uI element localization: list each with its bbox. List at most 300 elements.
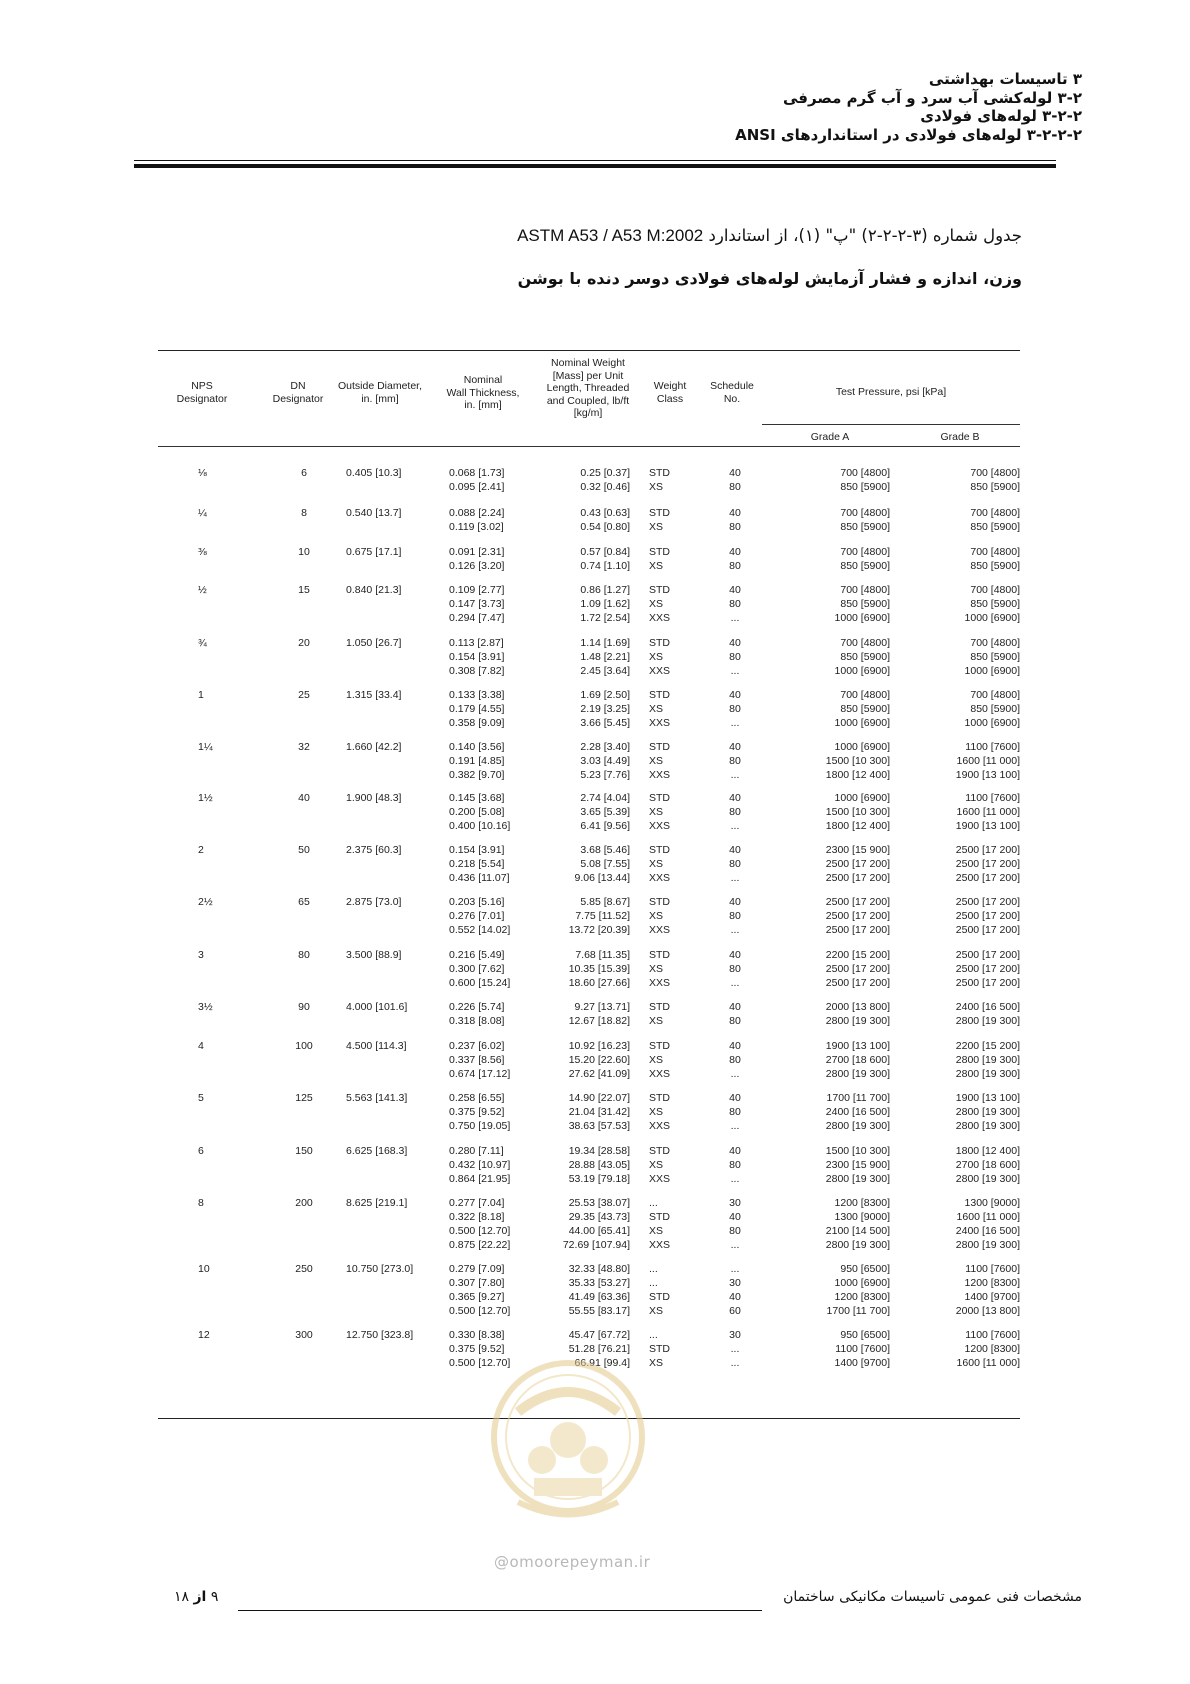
watermark-text: @omoorepeyman.ir xyxy=(494,1553,651,1571)
table-cell: 41.49 [63.36] xyxy=(568,1291,630,1303)
table-cell: 2500 [17 200] xyxy=(955,896,1020,908)
table-cell: 0.276 [7.01] xyxy=(449,910,505,922)
table-cell: 1500 [10 300] xyxy=(825,806,890,818)
table-cell: 3.66 [5.45] xyxy=(580,717,630,729)
grade-b-pressure-cell xyxy=(930,948,1020,990)
header-schedule: Schedule No. xyxy=(710,380,754,405)
nominal-weight-cell xyxy=(540,466,630,494)
table-cell: 14.90 [22.07] xyxy=(568,1092,630,1104)
header-wall-thickness: Nominal Wall Thickness, in. [mm] xyxy=(446,374,520,411)
nps-designator-cell: ¾ xyxy=(198,637,207,649)
table-cell: 700 [4800] xyxy=(970,584,1020,596)
footer-rule xyxy=(238,1610,762,1611)
table-cell: 0.119 [3.02] xyxy=(449,521,504,533)
schedule-cell xyxy=(720,1144,750,1186)
schedule-cell xyxy=(720,791,750,833)
nominal-weight-cell xyxy=(540,843,630,885)
weight-class-cell xyxy=(649,1091,670,1133)
table-cell: STD xyxy=(649,792,670,804)
table-cell: 0.57 [0.84] xyxy=(580,546,630,558)
outside-diameter-cell: 4.000 [101.6] xyxy=(346,1001,408,1013)
table-cell: 700 [4800] xyxy=(840,584,890,596)
header-line-1: ۳ تاسیسات بهداشتی xyxy=(928,70,1082,88)
schedule-cell xyxy=(720,1091,750,1133)
table-cell: 1.14 [1.69] xyxy=(580,637,630,649)
grade-b-pressure-cell xyxy=(930,688,1020,730)
outside-diameter-cell: 2.375 [60.3] xyxy=(346,844,402,856)
wall-thickness-cell xyxy=(449,1039,510,1081)
table-cell: 1900 [13 100] xyxy=(825,1040,890,1052)
table-cell: 0.091 [2.31] xyxy=(449,546,505,558)
table-cell: 30 xyxy=(729,1329,741,1341)
nps-designator-cell: 4 xyxy=(198,1040,204,1052)
table-cell: 1000 [6900] xyxy=(964,612,1020,624)
grade-a-pressure-cell xyxy=(800,506,890,534)
wall-thickness-cell xyxy=(449,1196,510,1252)
table-cell: 40 xyxy=(729,1092,741,1104)
table-cell: 80 xyxy=(729,560,741,572)
table-cell: 1800 [12 400] xyxy=(825,820,890,832)
grade-b-pressure-cell xyxy=(930,545,1020,573)
outside-diameter-cell: 1.315 [33.4] xyxy=(346,689,402,701)
table-cell: 25.53 [38.07] xyxy=(568,1197,630,1209)
outside-diameter-cell: 1.050 [26.7] xyxy=(346,637,402,649)
nominal-weight-cell xyxy=(540,688,630,730)
table-cell: STD xyxy=(649,637,670,649)
table-cell: 12.67 [18.82] xyxy=(568,1015,630,1027)
wall-thickness-cell xyxy=(449,583,504,625)
table-cell: 5.23 [7.76] xyxy=(580,769,630,781)
table-cell: 2800 [19 300] xyxy=(825,1173,890,1185)
table-cell: 1800 [12 400] xyxy=(825,769,890,781)
table-cell: 2700 [18 600] xyxy=(955,1159,1020,1171)
grade-b-pressure-cell xyxy=(930,636,1020,678)
table-cell: ... xyxy=(730,612,740,624)
weight-class-cell xyxy=(649,791,670,833)
nominal-weight-cell xyxy=(540,1091,630,1133)
table-cell: 0.126 [3.20] xyxy=(449,560,505,572)
header-line-3: ۳-۲-۲ لوله‌های فولادی xyxy=(920,107,1082,125)
table-cell: 1600 [11 000] xyxy=(956,806,1020,818)
dn-designator-cell: 250 xyxy=(295,1263,313,1275)
table-cell: 1500 [10 300] xyxy=(825,1145,890,1157)
dn-designator-cell: 10 xyxy=(298,546,310,558)
table-cell: 2500 [17 200] xyxy=(955,949,1020,961)
table-cell: 80 xyxy=(729,1159,741,1171)
table-cell: 0.74 [1.10] xyxy=(580,560,630,572)
table-cell: 850 [5900] xyxy=(970,703,1020,715)
table-cell: 80 xyxy=(729,1225,741,1237)
table-cell: 21.04 [31.42] xyxy=(568,1106,630,1118)
table-cell: 80 xyxy=(729,651,741,663)
wall-thickness-cell xyxy=(449,506,504,534)
table-cell: STD xyxy=(649,1092,670,1104)
table-cell: 9.27 [13.71] xyxy=(574,1001,630,1013)
table-cell: 2500 [17 200] xyxy=(825,910,890,922)
table-cell: 0.279 [7.09] xyxy=(449,1263,505,1275)
nominal-weight-cell xyxy=(540,1039,630,1081)
dn-designator-cell: 150 xyxy=(295,1145,313,1157)
table-cell: ... xyxy=(730,769,740,781)
table-cell: 1300 [9000] xyxy=(834,1211,890,1223)
weight-class-cell xyxy=(649,948,670,990)
header-weight-class: Weight Class xyxy=(653,380,687,405)
table-cell: 0.25 [0.37] xyxy=(580,467,630,479)
wall-thickness-cell xyxy=(449,740,504,782)
table-cell: XXS xyxy=(649,820,671,832)
table-cell: 2.45 [3.64] xyxy=(580,665,630,677)
nps-designator-cell: 10 xyxy=(198,1263,210,1275)
dn-designator-cell: 125 xyxy=(295,1092,313,1104)
dn-designator-cell: 100 xyxy=(295,1040,313,1052)
table-cell: ... xyxy=(730,872,740,884)
dn-designator-cell: 40 xyxy=(298,792,310,804)
outside-diameter-cell: 3.500 [88.9] xyxy=(346,949,402,961)
grade-b-pressure-cell xyxy=(930,791,1020,833)
table-cell: 45.47 [67.72] xyxy=(568,1329,630,1341)
table-cell: 0.200 [5.08] xyxy=(449,806,505,818)
schedule-cell xyxy=(720,843,750,885)
table-cell: 0.600 [15.24] xyxy=(449,977,511,989)
table-cell: 53.19 [79.18] xyxy=(568,1173,630,1185)
table-cell: 30 xyxy=(729,1277,741,1289)
table-cell: 1100 [7600] xyxy=(965,1263,1020,1275)
table-cell: 0.258 [6.55] xyxy=(449,1092,505,1104)
table-cell: 2400 [16 500] xyxy=(955,1225,1020,1237)
table-cell: 0.86 [1.27] xyxy=(580,584,630,596)
table-cell: 80 xyxy=(729,1054,741,1066)
table-cell: STD xyxy=(649,1211,670,1223)
table-cell: 2500 [17 200] xyxy=(955,910,1020,922)
table-cell: 80 xyxy=(729,806,741,818)
table-cell: XXS xyxy=(649,872,671,884)
nominal-weight-cell xyxy=(540,895,630,937)
table-cell: XXS xyxy=(649,665,671,677)
table-cell: XS xyxy=(649,521,664,533)
table-cell: 29.35 [43.73] xyxy=(568,1211,630,1223)
grade-a-pressure-cell xyxy=(800,1000,890,1028)
table-cell: 700 [4800] xyxy=(840,689,890,701)
table-cell: 0.280 [7.11] xyxy=(449,1145,504,1157)
table-cell: 2000 [13 800] xyxy=(955,1305,1020,1317)
table-cell: XXS xyxy=(649,1120,671,1132)
table-cell: ... xyxy=(730,1357,740,1369)
nominal-weight-cell xyxy=(540,1328,630,1370)
table-cell: 1700 [11 700] xyxy=(826,1092,890,1104)
table-cell: 40 xyxy=(729,546,741,558)
nps-designator-cell: 5 xyxy=(198,1092,204,1104)
table-cell: 2.74 [4.04] xyxy=(580,792,630,804)
table-cell: 1600 [11 000] xyxy=(956,1211,1020,1223)
table-cell: 9.06 [13.44] xyxy=(574,872,630,884)
table-cell: 2800 [19 300] xyxy=(955,1239,1020,1251)
outside-diameter-cell: 8.625 [219.1] xyxy=(346,1197,408,1209)
table-cell: 1800 [12 400] xyxy=(955,1145,1020,1157)
table-cell: XS xyxy=(649,1357,664,1369)
table-cell: 2000 [13 800] xyxy=(825,1001,890,1013)
outside-diameter-cell: 0.675 [17.1] xyxy=(346,546,402,558)
grade-b-pressure-cell xyxy=(930,506,1020,534)
table-cell: ... xyxy=(730,1120,740,1132)
table-cell: 44.00 [65.41] xyxy=(568,1225,630,1237)
table-cell: 80 xyxy=(729,755,741,767)
table-cell: 1000 [6900] xyxy=(834,1277,890,1289)
table-cell: 2800 [19 300] xyxy=(955,1120,1020,1132)
schedule-cell xyxy=(720,466,750,494)
grade-b-pressure-cell xyxy=(930,895,1020,937)
wall-thickness-cell xyxy=(449,1091,510,1133)
outside-diameter-cell: 12.750 [323.8] xyxy=(346,1329,414,1341)
table-cell: 0.674 [17.12] xyxy=(449,1068,511,1080)
grade-b-pressure-cell xyxy=(930,466,1020,494)
table-cell: 0.226 [5.74] xyxy=(449,1001,505,1013)
weight-class-cell xyxy=(649,506,670,534)
header-grade-b: Grade B xyxy=(940,431,980,443)
nominal-weight-cell xyxy=(540,1144,630,1186)
table-cell: ... xyxy=(730,717,740,729)
grade-a-pressure-cell xyxy=(800,688,890,730)
weight-class-cell xyxy=(649,1144,670,1186)
table-cell: 1000 [6900] xyxy=(834,792,890,804)
table-cell: 0.382 [9.70] xyxy=(449,769,505,781)
grade-b-pressure-cell xyxy=(930,740,1020,782)
table-cell: 0.154 [3.91] xyxy=(449,651,505,663)
nps-designator-cell: 3 xyxy=(198,949,204,961)
table-cell: 1600 [11 000] xyxy=(956,755,1020,767)
outside-diameter-cell: 1.660 [42.2] xyxy=(346,741,402,753)
table-cell: 2500 [17 200] xyxy=(825,858,890,870)
table-cell: ... xyxy=(649,1263,658,1275)
table-cell: 0.337 [8.56] xyxy=(449,1054,505,1066)
table-cell: 850 [5900] xyxy=(840,651,890,663)
table-cell: XXS xyxy=(649,977,671,989)
table-cell: 2800 [19 300] xyxy=(825,1068,890,1080)
table-cell: XXS xyxy=(649,612,671,624)
nominal-weight-cell xyxy=(540,948,630,990)
table-cell: 5.08 [7.55] xyxy=(580,858,630,870)
table-cell: 40 xyxy=(729,1145,741,1157)
table-cell: XS xyxy=(649,910,664,922)
table-cell: 13.72 [20.39] xyxy=(568,924,630,936)
table-cell: 2800 [19 300] xyxy=(955,1173,1020,1185)
table-cell: 0.54 [0.80] xyxy=(580,521,630,533)
table-cell: 850 [5900] xyxy=(970,598,1020,610)
header-line-2: ۳-۲ لوله‌کشی آب سرد و آب گرم مصرفی xyxy=(782,88,1082,107)
outside-diameter-cell: 10.750 [273.0] xyxy=(346,1263,414,1275)
table-cell: 0.308 [7.82] xyxy=(449,665,505,677)
outside-diameter-cell: 6.625 [168.3] xyxy=(346,1145,408,1157)
table-cell: 0.875 [22.22] xyxy=(449,1239,511,1251)
table-cell: 0.300 [7.62] xyxy=(449,963,505,975)
outside-diameter-cell: 0.405 [10.3] xyxy=(346,467,402,479)
table-cell: ... xyxy=(730,1263,740,1275)
grade-b-pressure-cell xyxy=(930,583,1020,625)
table-cell: 2200 [15 200] xyxy=(825,949,890,961)
weight-class-cell xyxy=(649,895,670,937)
table-cell: 0.095 [2.41] xyxy=(449,481,505,493)
table-cell: 1000 [6900] xyxy=(964,717,1020,729)
table-cell: STD xyxy=(649,584,670,596)
table-cell: ... xyxy=(730,1173,740,1185)
table-cell: 700 [4800] xyxy=(970,507,1020,519)
table-cell: 18.60 [27.66] xyxy=(568,977,630,989)
grade-a-pressure-cell xyxy=(800,583,890,625)
nominal-weight-cell xyxy=(540,1262,630,1318)
table-cell: 1900 [13 100] xyxy=(955,769,1020,781)
weight-class-cell xyxy=(649,466,670,494)
grade-b-pressure-cell xyxy=(930,1091,1020,1133)
table-cell: ... xyxy=(730,1343,740,1355)
nps-designator-cell: 8 xyxy=(198,1197,204,1209)
grade-b-pressure-cell xyxy=(930,1000,1020,1028)
table-cell: 40 xyxy=(729,584,741,596)
table-cell: XS xyxy=(649,858,664,870)
table-cell: 1700 [11 700] xyxy=(826,1305,890,1317)
schedule-cell xyxy=(720,688,750,730)
grade-b-pressure-cell xyxy=(930,1039,1020,1081)
table-cell: 0.179 [4.55] xyxy=(449,703,505,715)
table-cell: 0.365 [9.27] xyxy=(449,1291,505,1303)
table-cell: 40 xyxy=(729,507,741,519)
grade-a-pressure-cell xyxy=(800,1262,890,1318)
table-cell: XS xyxy=(649,598,664,610)
table-cell: 19.34 [28.58] xyxy=(568,1145,630,1157)
nps-designator-cell: 1 xyxy=(198,689,204,701)
weight-class-cell xyxy=(649,636,670,678)
table-cell: STD xyxy=(649,741,670,753)
table-cell: 2400 [16 500] xyxy=(825,1106,890,1118)
table-cell: STD xyxy=(649,1291,670,1303)
table-cell: 2800 [19 300] xyxy=(825,1239,890,1251)
grade-a-pressure-cell xyxy=(800,636,890,678)
table-cell: 1900 [13 100] xyxy=(955,820,1020,832)
table-cell: 1.09 [1.62] xyxy=(580,598,630,610)
dn-designator-cell: 15 xyxy=(298,584,310,596)
grade-b-pressure-cell xyxy=(930,1328,1020,1370)
table-cell: 2800 [19 300] xyxy=(955,1068,1020,1080)
table-cell: 5.85 [8.67] xyxy=(580,896,630,908)
dn-designator-cell: 90 xyxy=(298,1001,310,1013)
table-cell: 2500 [17 200] xyxy=(955,872,1020,884)
table-cell: 3.68 [5.46] xyxy=(580,844,630,856)
table-cell: 2500 [17 200] xyxy=(825,872,890,884)
table-cell: 40 xyxy=(729,949,741,961)
table-cell: XS xyxy=(649,1054,664,1066)
schedule-cell xyxy=(720,1262,750,1318)
grade-a-pressure-cell xyxy=(800,1039,890,1081)
table-cell: 10.35 [15.39] xyxy=(568,963,630,975)
table-cell: 0.432 [10.97] xyxy=(449,1159,511,1171)
wall-thickness-cell xyxy=(449,1262,510,1318)
weight-class-cell xyxy=(649,843,670,885)
table-cell: 2500 [17 200] xyxy=(955,963,1020,975)
wall-thickness-cell xyxy=(449,895,510,937)
table-cell: 700 [4800] xyxy=(840,637,890,649)
wall-thickness-cell xyxy=(449,1000,504,1028)
table-cell: 80 xyxy=(729,481,741,493)
table-cell: STD xyxy=(649,546,670,558)
grade-a-pressure-cell xyxy=(800,1328,890,1370)
table-cell: 55.55 [83.17] xyxy=(568,1305,630,1317)
table-cell: XXS xyxy=(649,1068,671,1080)
schedule-cell xyxy=(720,1328,750,1370)
grade-b-pressure-cell xyxy=(930,1196,1020,1252)
table-cell: 1.48 [2.21] xyxy=(580,651,630,663)
nps-designator-cell: 1½ xyxy=(198,792,213,804)
nominal-weight-cell xyxy=(540,1196,630,1252)
table-cell: ... xyxy=(649,1197,658,1209)
grade-b-pressure-cell xyxy=(930,843,1020,885)
table-cell: 0.068 [1.73] xyxy=(449,467,505,479)
table-cell: 3.03 [4.49] xyxy=(580,755,630,767)
table-cell: 0.552 [14.02] xyxy=(449,924,511,936)
nps-designator-cell: 12 xyxy=(198,1329,210,1341)
table-cell: 1200 [8300] xyxy=(834,1197,890,1209)
table-cell: 0.864 [21.95] xyxy=(449,1173,511,1185)
nps-designator-cell: ½ xyxy=(198,584,207,596)
table-cell: 40 xyxy=(729,637,741,649)
header-outside-diameter: Outside Diameter, in. [mm] xyxy=(337,380,423,405)
table-cell: 1.72 [2.54] xyxy=(580,612,630,624)
weight-class-cell xyxy=(649,740,670,782)
weight-class-cell xyxy=(649,1039,670,1081)
table-cell: XS xyxy=(649,755,664,767)
table-cell: 0.307 [7.80] xyxy=(449,1277,505,1289)
table-cell: 1200 [8300] xyxy=(964,1277,1020,1289)
table-title: وزن، اندازه و فشار آزمایش لوله‌های فولادی دوسر دنده با بوشن xyxy=(517,269,1022,288)
table-cell: 1100 [7600] xyxy=(965,792,1020,804)
table-cell: 950 [6500] xyxy=(840,1263,890,1275)
table-cell: 700 [4800] xyxy=(840,507,890,519)
table-cell: ... xyxy=(730,1239,740,1251)
table-cell: STD xyxy=(649,507,670,519)
table-cell: 7.68 [11.35] xyxy=(575,949,630,961)
nps-designator-cell: ¼ xyxy=(198,507,207,519)
table-cell: 40 xyxy=(729,792,741,804)
table-cell: 80 xyxy=(729,858,741,870)
table-cell: 1000 [6900] xyxy=(834,665,890,677)
wall-thickness-cell xyxy=(449,545,504,573)
table-cell: 0.147 [3.73] xyxy=(449,598,505,610)
table-cell: 850 [5900] xyxy=(970,521,1020,533)
weight-class-cell xyxy=(649,1328,670,1370)
table-cell: 1100 [7600] xyxy=(965,1329,1020,1341)
table-cell: 0.203 [5.16] xyxy=(449,896,505,908)
table-cell: 2800 [19 300] xyxy=(955,1106,1020,1118)
table-cell: 66.91 [99.4] xyxy=(574,1357,630,1369)
table-cell: 80 xyxy=(729,598,741,610)
dn-designator-cell: 200 xyxy=(295,1197,313,1209)
table-cell: STD xyxy=(649,1145,670,1157)
table-cell: 0.154 [3.91] xyxy=(449,844,505,856)
weight-class-cell xyxy=(649,688,670,730)
table-cell: 2800 [19 300] xyxy=(955,1015,1020,1027)
table-cell: 0.358 [9.09] xyxy=(449,717,505,729)
nominal-weight-cell xyxy=(540,791,630,833)
header-grade-a: Grade A xyxy=(810,431,850,443)
table-cell: 2500 [17 200] xyxy=(825,977,890,989)
nps-designator-cell: 2 xyxy=(198,844,204,856)
table-cell: 40 xyxy=(729,689,741,701)
table-cell: 40 xyxy=(729,844,741,856)
table-cell: 0.322 [8.18] xyxy=(449,1211,505,1223)
table-cell: 40 xyxy=(729,741,741,753)
table-cell: STD xyxy=(649,1040,670,1052)
table-cell: 0.133 [3.38] xyxy=(449,689,505,701)
table-cell: 2100 [14 500] xyxy=(825,1225,890,1237)
wall-thickness-cell xyxy=(449,1328,510,1370)
wall-thickness-cell xyxy=(449,843,510,885)
